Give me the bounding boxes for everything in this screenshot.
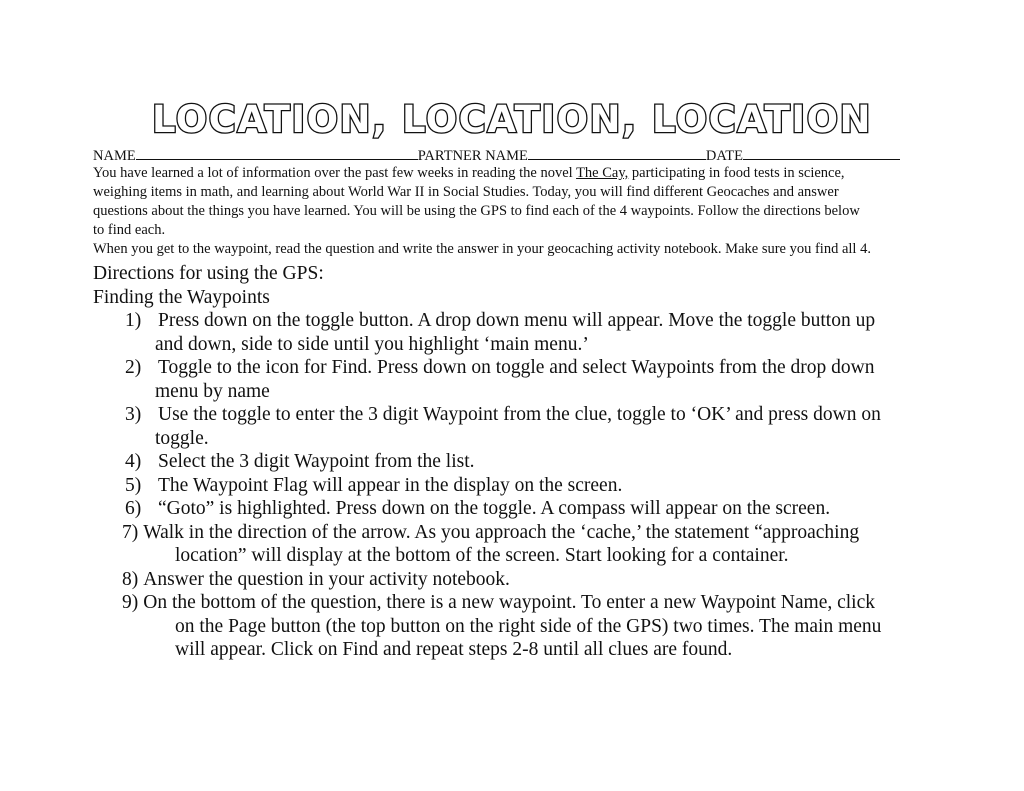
step-number: 5): [125, 474, 142, 496]
directions-heading: Directions for using the GPS:: [93, 263, 324, 284]
list-item: 1) Press down on the toggle button. A drop down menu will appear. Move the toggle button up and down, side to side until you highlight ‘main menu.’: [125, 310, 876, 355]
list-item: 4) Select the 3 digit Waypoint from the list.: [125, 451, 475, 472]
step-number: 6): [125, 498, 142, 519]
steps-list: [122, 309, 945, 662]
list-item: 9) On the bottom of the question, there is a new waypoint. To enter a new Waypoint Name, click on the Page button (the top button on the right side of the GPS) two times. The main menu will appear. Click on Find and repeat steps 2-8 until all clues are found.: [122, 592, 882, 660]
list-item: 2) Toggle to the icon for Find. Press down on toggle and select Waypoints from the drop down menu by name: [125, 357, 875, 402]
intro-line-5: When you get to the waypoint, read the question and write the answer in your geocaching activity notebook. Make sure you find all 4.: [93, 241, 871, 257]
intro-line-2: weighing items in math, and learning about World War II in Social Studies. Today, you will find different Geocaches and answer: [93, 184, 839, 200]
step-number: 9): [122, 592, 139, 613]
step-number: 8): [122, 568, 139, 590]
step-number: 3): [125, 404, 142, 425]
name-label: NAME: [93, 148, 136, 164]
partner-name-label: PARTNER NAME: [417, 148, 528, 164]
step-number: 4): [125, 451, 142, 472]
intro-line-1: You have learned a lot of information over the past few weeks in reading the novel The Cay, participating in food tests in science,: [93, 165, 845, 181]
list-item: 8) Answer the question in your activity notebook.: [122, 568, 510, 590]
step-number: 7): [122, 521, 139, 543]
intro-paragraphs: [93, 164, 943, 259]
list-item: 5) The Waypoint Flag will appear in the display on the screen.: [125, 474, 623, 496]
novel-title: The Cay,: [576, 165, 629, 181]
partner-name-blank-line[interactable]: [528, 146, 706, 160]
student-info-fields: [93, 146, 900, 166]
list-item: 7) Walk in the direction of the arrow. As you approach the ‘cache,’ the statement “approaching location” will display at the bottom of the screen. Start looking for a container.: [122, 521, 860, 566]
intro-line-4: to find each.: [93, 222, 166, 238]
finding-waypoints-heading: Finding the Waypoints: [93, 287, 270, 308]
list-item: 3) Use the toggle to enter the 3 digit Waypoint from the clue, toggle to ‘OK’ and press down on toggle.: [125, 404, 881, 449]
page-title: LOCATION, LOCATION, LOCATION: [151, 98, 873, 141]
name-blank-line[interactable]: [136, 146, 418, 160]
step-number: 1): [125, 310, 142, 331]
intro-line-3: questions about the things you have learned. You will be using the GPS to find each of the 4 waypoints. Follow the directions below: [93, 203, 860, 219]
date-blank-line[interactable]: [743, 146, 900, 160]
date-label: DATE: [705, 148, 743, 164]
list-item: 6) “Goto” is highlighted. Press down on the toggle. A compass will appear on the screen.: [125, 498, 831, 519]
step-number: 2): [125, 357, 142, 378]
